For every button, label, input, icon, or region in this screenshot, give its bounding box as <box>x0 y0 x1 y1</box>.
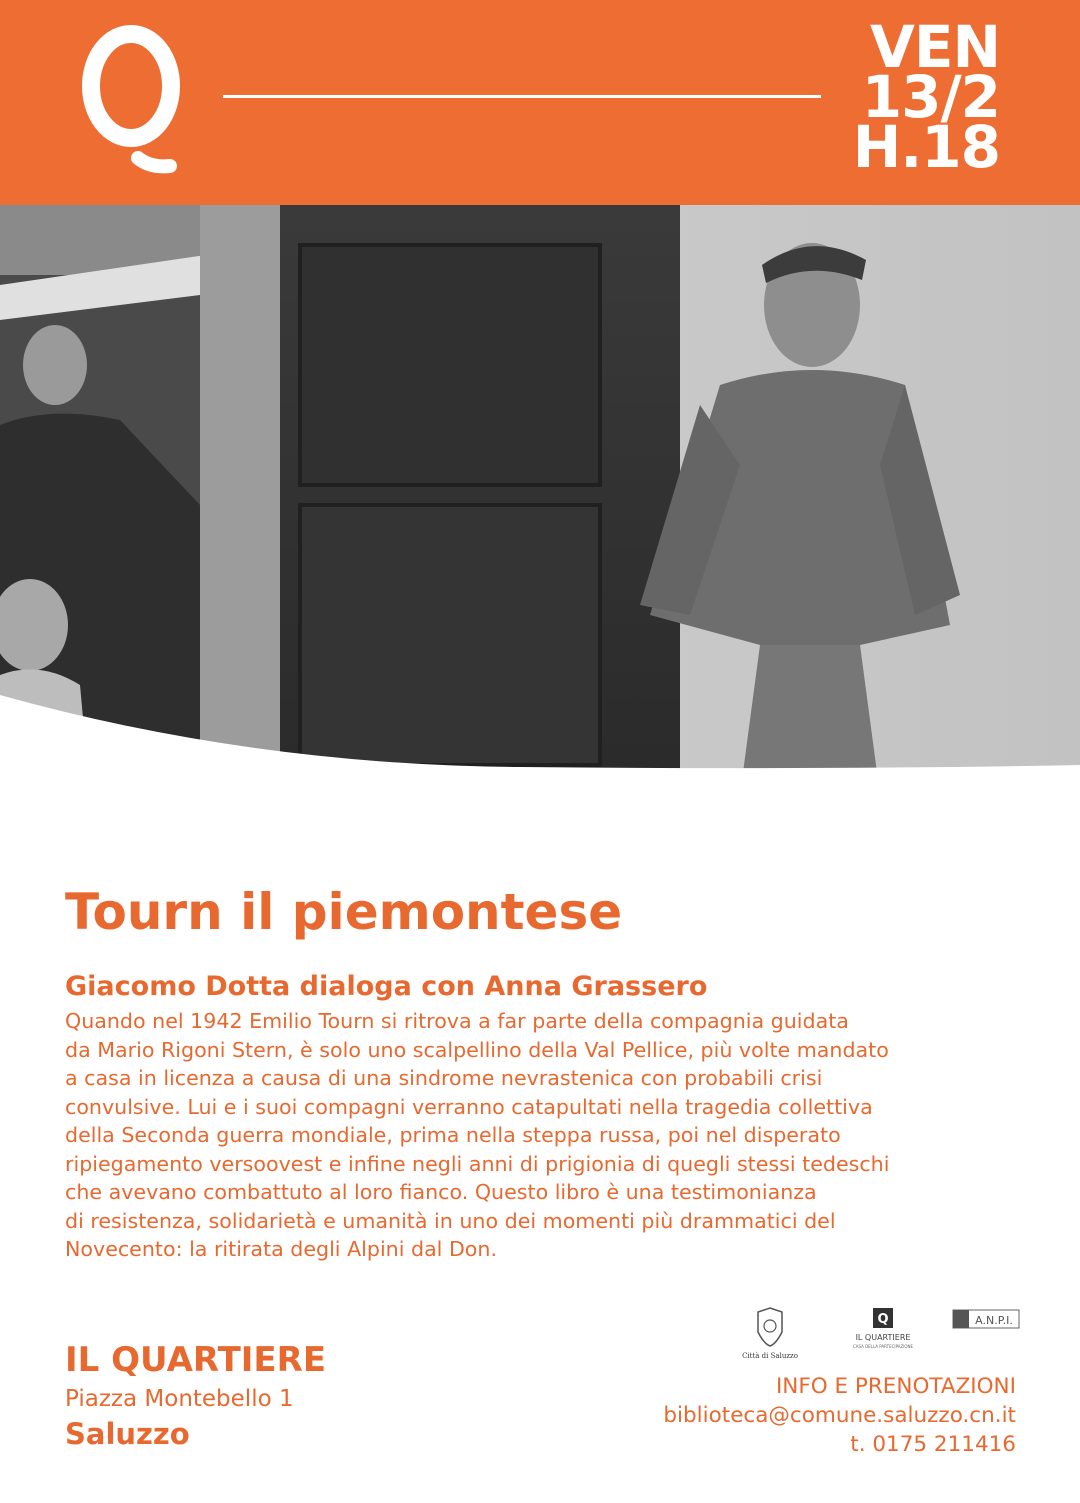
description-line: di resistenza, solidarietà e umanità in uno dei momenti più drammatici del <box>65 1208 836 1233</box>
svg-text:A.N.P.I.: A.N.P.I. <box>975 1314 1013 1327</box>
svg-text:Città di Saluzzo: Città di Saluzzo <box>742 1352 798 1360</box>
date-hour: H.18 <box>852 113 1000 181</box>
svg-text:Q: Q <box>78 18 79 19</box>
venue-city: Saluzzo <box>65 1417 190 1451</box>
info-label: INFO E PRENOTAZIONI <box>775 1374 1016 1399</box>
venue-name: IL QUARTIERE <box>65 1340 327 1380</box>
svg-text:Q: Q <box>877 1312 889 1327</box>
header-banner <box>0 0 1080 205</box>
description-line: convulsive. Lui e i suoi compagni verranno catapultati nella tragedia collettiva <box>65 1094 873 1119</box>
header-divider-line <box>223 95 821 98</box>
svg-text:CASA DELLA PARTECIPAZIONE: CASA DELLA PARTECIPAZIONE <box>852 1344 914 1349</box>
info-block <box>663 1372 1016 1459</box>
description-line: a casa in licenza a causa di una sindrome nevrastenica con probabili crisi <box>65 1066 823 1090</box>
anpi-logo <box>953 1310 1019 1328</box>
date-day: VEN <box>869 13 1000 81</box>
svg-text:IL QUARTIERE: IL QUARTIERE <box>855 1333 911 1342</box>
venue-block <box>65 1338 326 1452</box>
info-phone[interactable]: t. 0175 211416 <box>850 1432 1016 1457</box>
venue-address: Piazza Montebello 1 <box>65 1386 294 1412</box>
sponsor-logos <box>742 1304 1020 1360</box>
historical-photo <box>0 205 1080 795</box>
event-subtitle: Giacomo Dotta dialoga con Anna Grassero <box>65 971 708 1002</box>
citta-di-saluzzo-logo <box>742 1308 798 1360</box>
info-email[interactable]: biblioteca@comune.saluzzo.cn.it <box>663 1403 1016 1428</box>
quartiere-q-logo <box>78 18 188 188</box>
description-line: della Seconda guerra mondiale, prima nella steppa russa, poi nel disperato <box>65 1123 841 1147</box>
description-line: che avevano combattuto al loro fianco. Questo libro è una testimonianza <box>65 1180 817 1204</box>
description-line: da Mario Rigoni Stern, è solo uno scalpellino della Val Pellice, più volte mandato <box>65 1037 889 1062</box>
event-title: Tourn il piemontese <box>65 883 623 941</box>
description-line: Quando nel 1942 Emilio Tourn si ritrova a far parte della compagnia guidata <box>65 1009 849 1033</box>
il-quartiere-logo <box>853 1308 914 1349</box>
event-date-time <box>852 13 1000 181</box>
description-line: Novecento: la ritirata degli Alpini dal Don. <box>65 1237 498 1261</box>
description-line: ripiegamento versoovest e infine negli anni di prigionia di quegli stessi tedeschi <box>65 1151 890 1176</box>
date-number: 13/2 <box>861 63 1000 131</box>
event-description <box>65 1007 1025 1264</box>
